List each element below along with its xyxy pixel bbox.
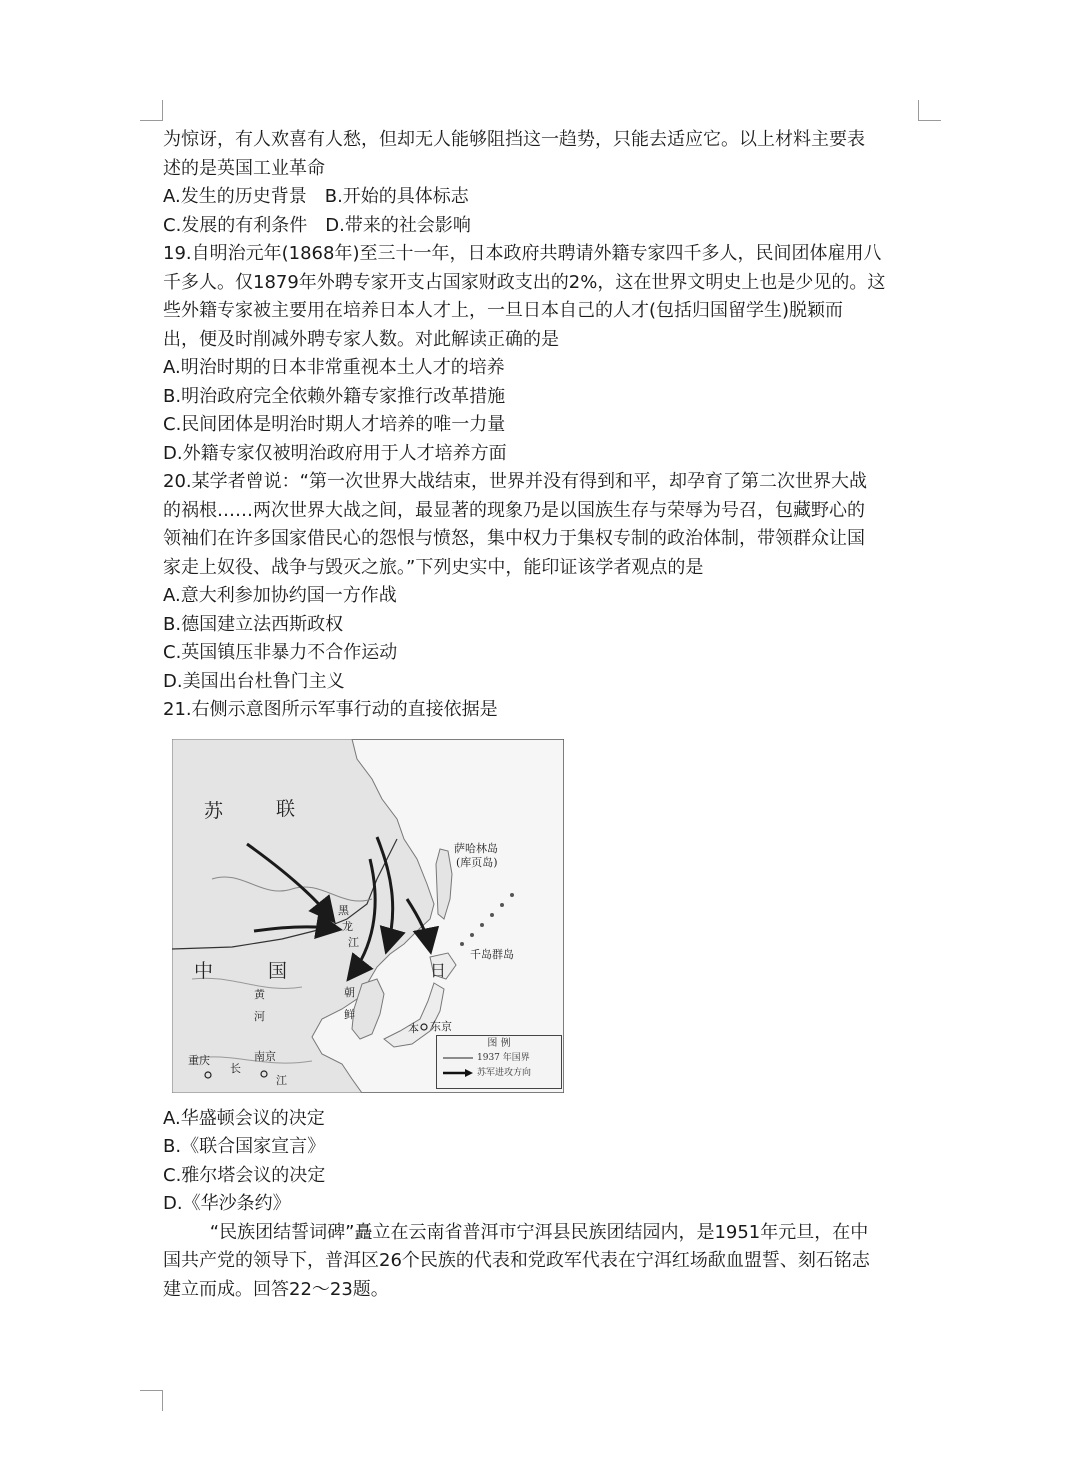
q19-stem-line2: 千多人。仅1879年外聘专家开支占国家财政支出的2%，这在世界文明史上也是少见的。这 — [163, 271, 886, 293]
q18-options-row1 — [163, 183, 923, 212]
q20-option-b: B.德国建立法西斯政权 — [163, 613, 344, 635]
q22-23-intro-line2: 国共产党的领导下，普洱区26个民族的代表和党政军代表在宁洱红场歃血盟誓、刻石铭志 — [163, 1250, 870, 1271]
map-label-guo: 国 — [268, 959, 288, 982]
q22-23-intro-line1: “民族团结誓词碑”矗立在云南省普洱市宁洱县民族团结园内，是1951年元旦，在中 — [209, 1221, 869, 1243]
map-label-lian: 联 — [276, 797, 296, 820]
legend-row-attack — [437, 1066, 561, 1081]
soviet-offensive-map — [172, 739, 564, 1093]
legend-border-label: 1937 年国界 — [477, 1052, 530, 1063]
map-label-sakhalin-alt: (库页岛) — [456, 855, 498, 869]
q22-23-intro-line3: 建立而成。回答22～23题。 — [163, 1278, 389, 1300]
q18-option-c: C.发展的有利条件 — [163, 214, 308, 236]
map-label-heilongjiang-3: 江 — [348, 935, 359, 949]
crop-mark-top-right — [918, 100, 941, 121]
crop-mark-bottom-left — [140, 1390, 163, 1411]
q21-stem: 21.右侧示意图所示军事行动的直接依据是 — [163, 699, 498, 720]
q18-continuation-line2: 述的是英国工业革命 — [163, 157, 325, 179]
q19-option-c: C.民间团体是明治时期人才培养的唯一力量 — [163, 414, 506, 435]
legend-title: 图 例 — [487, 1037, 511, 1049]
map-label-zhong: 中 — [194, 959, 214, 982]
q19-option-b: B.明治政府完全依赖外籍专家推行改革措施 — [163, 385, 506, 407]
q18-continuation-line1: 为惊讶，有人欢喜有人愁，但却无人能够阻挡这一趋势，只能去适应它。以上材料主要表 — [163, 129, 865, 150]
map-label-korea-1: 朝 — [344, 985, 355, 999]
q19-stem-line1: 19.自明治元年(1868年)至三十一年，日本政府共聘请外籍专家四千多人，民间团体雇用八 — [163, 243, 882, 264]
map-legend — [436, 1035, 562, 1089]
q21-option-a: A.华盛顿会议的决定 — [163, 1107, 325, 1129]
map-label-changjiang-1: 长 — [230, 1061, 241, 1075]
map-label-nanjing: 南京 — [254, 1049, 276, 1063]
q20-stem-line2: 的祸根……两次世界大战之间，最显著的现象乃是以国族生存与荣辱为号召，包藏野心的 — [163, 499, 865, 521]
map-label-chongqing: 重庆 — [188, 1053, 210, 1067]
map-label-he: 河 — [254, 1009, 265, 1023]
map-label-heilongjiang-2: 龙 — [342, 919, 353, 933]
crop-mark-top-left — [140, 100, 163, 121]
map-label-ri: 日 — [430, 960, 447, 980]
legend-attack-label: 苏军进攻方向 — [477, 1067, 532, 1078]
q18-option-b: B.开始的具体标志 — [324, 186, 469, 207]
legend-border-line-icon — [443, 1055, 473, 1061]
map-label-tokyo: 东京 — [430, 1019, 452, 1033]
q20-stem-line4: 家走上奴役、战争与毁灭之旅。”下列史实中，能印证该学者观点的是 — [163, 556, 704, 578]
map-label-huang: 黄 — [254, 987, 265, 1001]
map-label-changjiang-2: 江 — [276, 1073, 287, 1087]
map-label-su: 苏 — [204, 799, 224, 822]
q18-options-row2 — [163, 212, 923, 241]
q21-option-b: B.《联合国家宣言》 — [163, 1136, 326, 1157]
q19-stem-line4: 出，便及时削减外聘专家人数。对此解读正确的是 — [163, 328, 559, 350]
q20-option-c: C.英国镇压非暴力不合作运动 — [163, 642, 398, 663]
q20-option-d: D.美国出台杜鲁门主义 — [163, 670, 345, 692]
q21-option-d: D.《华沙条约》 — [163, 1193, 291, 1214]
q21-option-c: C.雅尔塔会议的决定 — [163, 1164, 326, 1186]
q19-option-d: D.外籍专家仅被明治政府用于人才培养方面 — [163, 442, 507, 464]
map-label-sakhalin: 萨哈林岛 — [454, 841, 498, 855]
map-label-korea-2: 鲜 — [344, 1007, 355, 1021]
q18-option-a: A.发生的历史背景 — [163, 186, 307, 207]
q20-option-a: A.意大利参加协约国一方作战 — [163, 585, 397, 606]
q20-stem-line1: 20.某学者曾说：“第一次世界大战结束，世界并没有得到和平，却孕育了第二次世界大战 — [163, 471, 867, 492]
q20-stem-line3: 领袖们在许多国家借民心的怨恨与愤怒，集中权力于集权专制的政治体制，带领群众让国 — [163, 528, 865, 549]
q19-option-a: A.明治时期的日本非常重视本土人才的培养 — [163, 357, 505, 378]
q18-option-d: D.带来的社会影响 — [325, 214, 471, 236]
map-label-ben: 本 — [408, 1021, 419, 1035]
map-label-heilongjiang-1: 黑 — [338, 903, 349, 917]
exam-page-content — [163, 126, 923, 1304]
q19-stem-line3: 些外籍专家被主要用在培养日本人才上，一旦日本自己的人才(包括归国留学生)脱颖而 — [163, 300, 844, 321]
map-label-kuril: 千岛群岛 — [470, 947, 514, 961]
legend-arrow-icon — [443, 1069, 473, 1077]
